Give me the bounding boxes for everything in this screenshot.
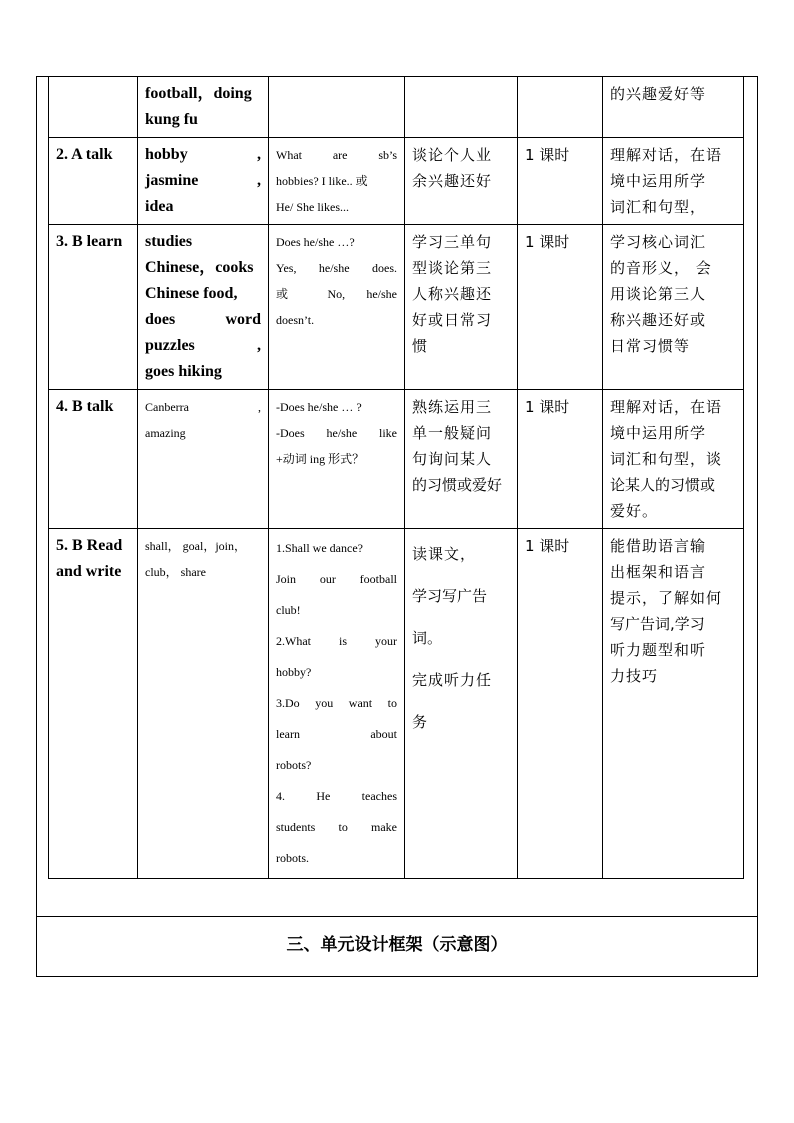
class-hours: 1 课时 [525, 233, 570, 251]
sentences-cell [269, 390, 405, 529]
goal-cell [405, 138, 518, 225]
objective-line: 理解对话，在语 [610, 146, 723, 164]
time-cell [518, 138, 603, 225]
sentence-line: 或 No, he/she [276, 287, 397, 301]
word-line: club， share [145, 565, 206, 579]
goal-line: 务 [412, 713, 429, 731]
sentence-line: club! [276, 603, 301, 617]
objectives-cell [603, 225, 744, 390]
time-cell [518, 225, 603, 390]
objective-line: 力技巧 [610, 667, 659, 685]
goal-line: 单一般疑问 [412, 424, 493, 442]
lesson-cell [49, 225, 138, 390]
class-hours: 1 课时 [525, 398, 570, 416]
words-cell [138, 138, 269, 225]
objective-line: 学习核心词汇 [610, 233, 707, 251]
objective-line: 词汇和句型，谈 [610, 450, 723, 468]
lesson-plan-table [48, 76, 744, 879]
sentence-line: Does he/she …? [276, 235, 355, 249]
objective-line: 提示，了解如何 [610, 589, 723, 607]
goal-line: 学习三单句 [412, 233, 493, 251]
word-line: Canberra , [145, 400, 261, 414]
goal-line: 好或日常习 [412, 311, 493, 329]
objective-line: 能借助语言输 [610, 537, 707, 555]
objective-line: 用谈论第三人 [610, 285, 707, 303]
words-cell [138, 390, 269, 529]
goal-line: 的习惯或爱好 [412, 476, 503, 494]
goal-line: 完成听力任 [412, 671, 493, 689]
goal-cell [405, 225, 518, 390]
sentence-line: students to make [276, 820, 397, 834]
sentence-line: -Does he/she like [276, 426, 397, 440]
words-cell [138, 225, 269, 390]
table-row [49, 225, 744, 390]
goal-line: 读课文， [412, 545, 477, 563]
time-cell [518, 390, 603, 529]
objective-line: 的兴趣爱好等 [610, 85, 707, 103]
word-line: football，doing [145, 85, 252, 102]
lesson-title: 4. B talk [56, 398, 114, 415]
word-line: does word [145, 311, 261, 328]
goal-line: 学习写广告词。 [412, 587, 488, 647]
objectives-cell [603, 529, 744, 879]
class-hours: 1 课时 [525, 537, 570, 555]
table-row [49, 77, 744, 138]
objective-line: 日常习惯等 [610, 337, 691, 355]
goal-cell [405, 390, 518, 529]
table-row [49, 390, 744, 529]
goal-line: 惯 [412, 337, 429, 355]
goal-line: 熟练运用三 [412, 398, 493, 416]
objective-line: 爱好。 [610, 502, 659, 520]
sentence-line: -Does he/she … ? [276, 400, 362, 414]
objective-line: 境中运用所学 [610, 172, 707, 190]
objective-line: 出框架和语言 [610, 563, 707, 581]
lesson-title: 3. B learn [56, 233, 123, 250]
sentences-cell [269, 225, 405, 390]
objective-line: 的音形义， 会 [610, 259, 712, 277]
lesson-cell [49, 138, 138, 225]
lesson-cell [49, 529, 138, 879]
objective-line: 词汇和句型， [610, 198, 707, 216]
words-cell [138, 77, 269, 138]
word-line: Chinese，cooks [145, 259, 254, 276]
sentence-line: robots. [276, 851, 309, 865]
table-row [49, 529, 744, 879]
objective-line: 论某人的习惯或 [610, 476, 716, 494]
goal-line: 谈论个人业 [412, 146, 493, 164]
sentence-line: hobbies? I like.. 或 [276, 174, 368, 188]
objective-line: 境中运用所学 [610, 424, 707, 442]
section-heading: 三、单元设计框架（示意图） [286, 935, 508, 955]
goal-cell [405, 77, 518, 138]
sentences-cell [269, 77, 405, 138]
objective-line: 听力题型和听 [610, 641, 707, 659]
word-line: kung fu [145, 111, 198, 128]
sentence-line: 4. He teaches [276, 789, 397, 803]
sentence-line: +动词 ing 形式？ [276, 452, 365, 466]
table-row [49, 138, 744, 225]
objective-line: 写广告词,学习 [610, 615, 705, 633]
goal-line: 句询问某人 [412, 450, 493, 468]
word-line: shall， goal，join， [145, 539, 246, 553]
sentences-cell [269, 138, 405, 225]
objectives-cell [603, 77, 744, 138]
goal-line: 余兴趣还好 [412, 172, 493, 190]
class-hours: 1 课时 [525, 146, 570, 164]
objective-line: 称兴趣还好或 [610, 311, 707, 329]
word-line: amazing [145, 426, 186, 440]
sentence-line: doesn’t. [276, 313, 315, 327]
lesson-title: 5. B Read and write [56, 537, 123, 580]
word-line: idea [145, 198, 174, 215]
sentence-line: 1.Shall we dance? [276, 541, 363, 555]
word-line: studies [145, 233, 193, 250]
word-line: Chinese food, [145, 285, 238, 302]
sentences-cell [269, 529, 405, 879]
sentence-line: Yes, he/she does. [276, 261, 397, 275]
time-cell [518, 529, 603, 879]
lesson-title: 2. A talk [56, 146, 113, 163]
sentence-line: What are sb’s [276, 148, 397, 162]
goal-cell [405, 529, 518, 879]
time-cell [518, 77, 603, 138]
objectives-cell [603, 138, 744, 225]
goal-line: 人称兴趣还 [412, 285, 493, 303]
objective-line: 理解对话，在语 [610, 398, 723, 416]
lesson-cell [49, 77, 138, 138]
word-line: jasmine , [145, 172, 261, 189]
sentence-line: He/ She likes... [276, 200, 349, 214]
goal-line: 型谈论第三 [412, 259, 493, 277]
word-line: hobby , [145, 146, 261, 163]
lesson-cell [49, 390, 138, 529]
objectives-cell [603, 390, 744, 529]
sentence-line: Join our football [276, 572, 397, 586]
sentence-line: hobby? [276, 665, 312, 679]
word-line: puzzles , [145, 337, 261, 354]
sentence-line: 3.Do you want to [276, 696, 397, 710]
sentence-line: learn about [276, 727, 397, 741]
word-line: goes hiking [145, 363, 222, 380]
sentence-line: robots? [276, 758, 312, 772]
sentence-line: 2.What is your [276, 634, 397, 648]
words-cell [138, 529, 269, 879]
